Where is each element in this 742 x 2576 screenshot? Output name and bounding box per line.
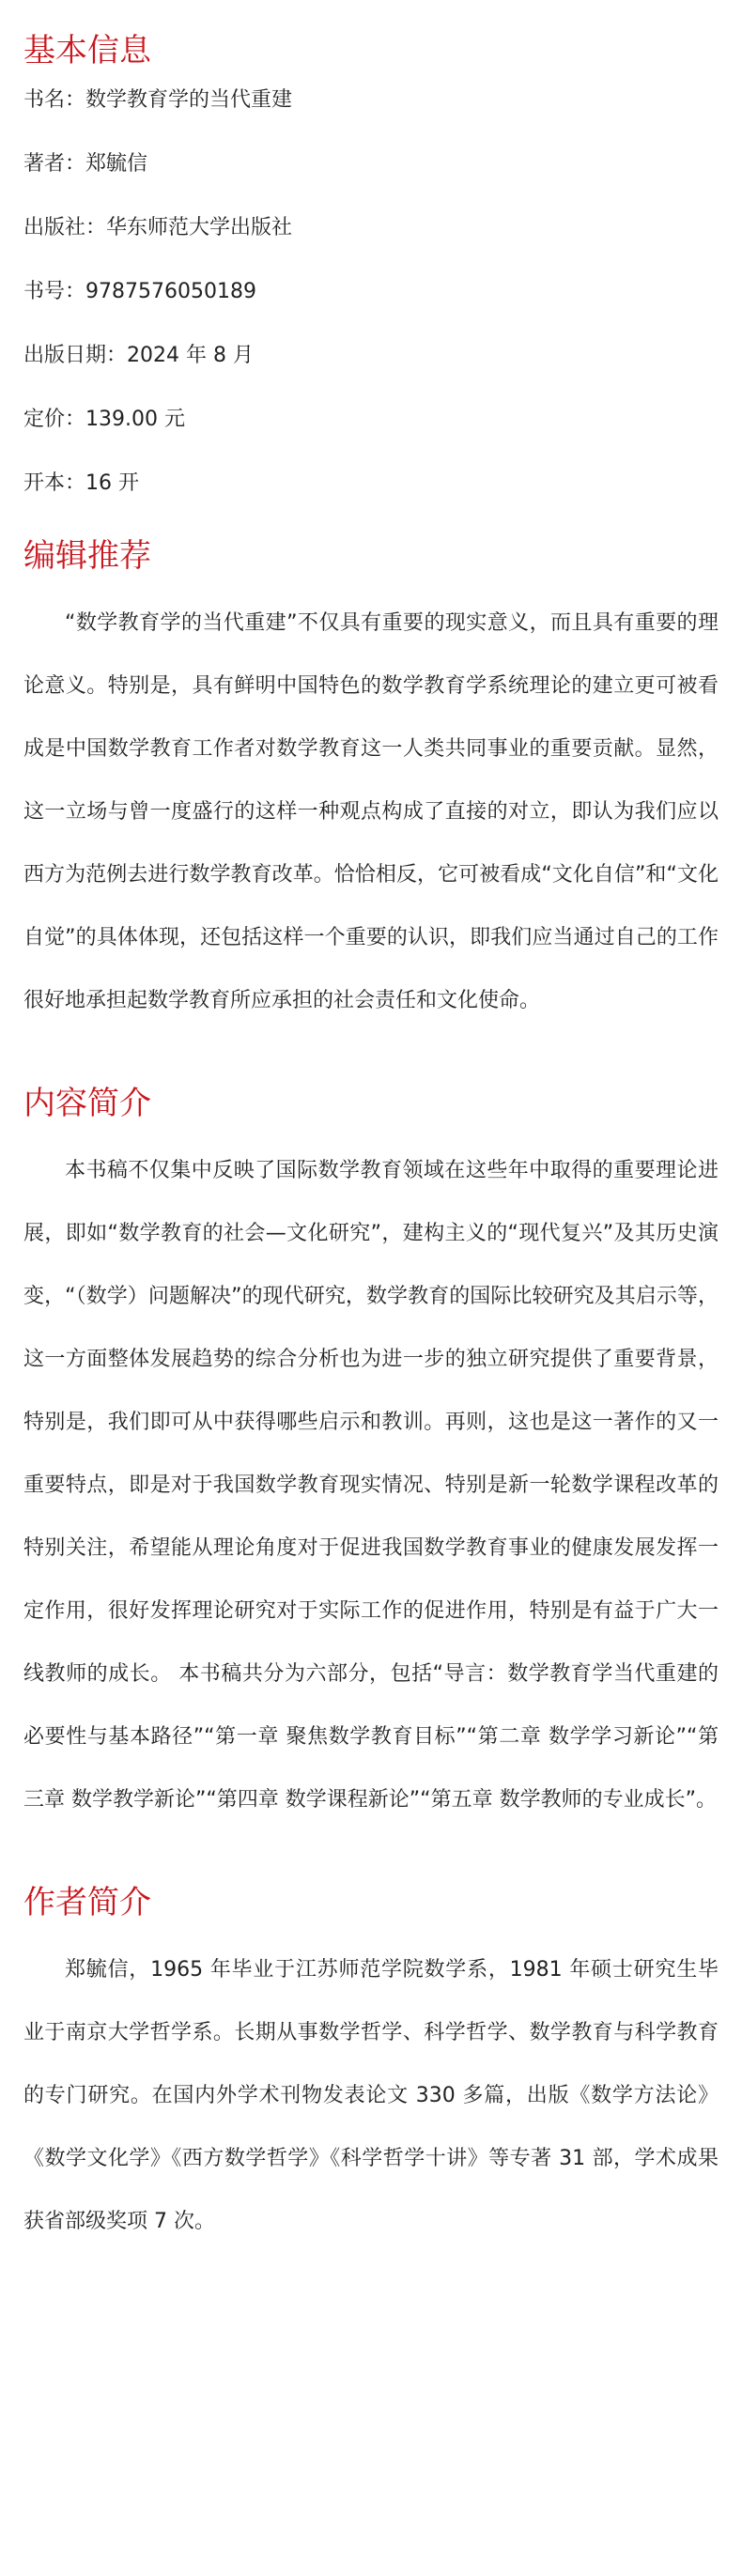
content-intro-section: [23, 1081, 719, 1831]
content-intro-text: 本书稿不仅集中反映了国际数学教育领域在这些年中取得的重要理论进展，即如“数学教育的社会—文化研究”，建构主义的“现代复兴”及其历史演变，“（数学）问题解决”的现代研究，数学教育的国际比较研究及其启示等，这一方面整体发展趋势的综合分析也为进一步的独立研究提供了重要背景，特别是，我们即可从中获得哪些启示和教训。再则，这也是这一著作的又一重要特点，即是对于我国数学教育现实情况、特别是新一轮数学课程改革的特别关注，希望能从理论角度对于促进我国数学教育事业的健康发展发挥一定作用，很好发挥理论研究对于实际工作的促进作用，特别是有益于广大一线教师的成长。 本书稿共分为六部分，包括“导言：数学教育学当代重建的必要性与基本路径”“第一章 聚焦数学教育目标”“第二章 数学学习新论”“第三章 数学教学新论”“第四章 数学课程新论”“第五章 数学教师的专业成长”。: [23, 1159, 719, 1812]
editor-recommend-heading: 编辑推荐: [23, 537, 151, 575]
basic-info-section: [23, 28, 719, 498]
isbn-line: 书号：9787576050189: [23, 280, 256, 303]
author-intro-heading: 作者简介: [23, 1884, 151, 1921]
author-intro-section: [23, 1880, 719, 2253]
content-intro-heading: 内容简介: [23, 1085, 151, 1122]
section-gap: [23, 1032, 719, 1081]
editor-recommend-text: “数学教育学的当代重建”不仅具有重要的现实意义，而且具有重要的理论意义。特别是，具有鲜明中国特色的数学教育学系统理论的建立更可被看成是中国数学教育工作者对数学教育这一人类共同事业的重要贡献。显然，这一立场与曾一度盛行的这样一种观点构成了直接的对立，即认为我们应以西方为范例去进行数学教育改革。恰恰相反，它可被看成“文化自信”和“文化自觉”的具体体现，还包括这样一个重要的认识，即我们应当通过自己的工作很好地承担起数学教育所应承担的社会责任和文化使命。: [23, 611, 719, 1012]
publish-date-line: 出版日期：2024 年 8 月: [23, 344, 254, 367]
publisher-line: 出版社：华东师范大学出版社: [23, 216, 293, 239]
price-line: 定价：139.00 元: [23, 408, 185, 431]
editor-recommend-section: [23, 533, 719, 1032]
basic-info-heading: 基本信息: [23, 32, 151, 69]
book-title-line: 书名：数学教育学的当代重建: [23, 88, 293, 112]
author-intro-text: 郑毓信，1965 年毕业于江苏师范学院数学系，1981 年硕士研究生毕业于南京大学哲学系。长期从事数学哲学、科学哲学、数学教育与科学教育的专门研究。在国内外学术刊物发表论文 330 多篇，出版《数学方法论》《数学文化学》《西方数学哲学》《科学哲学十讲》等专著 31 部，学术成果获省部级奖项 7 次。: [23, 1958, 719, 2233]
author-line: 著者：郑毓信: [23, 152, 148, 176]
format-line: 开本：16 开: [23, 471, 139, 495]
section-gap: [23, 1831, 719, 1880]
